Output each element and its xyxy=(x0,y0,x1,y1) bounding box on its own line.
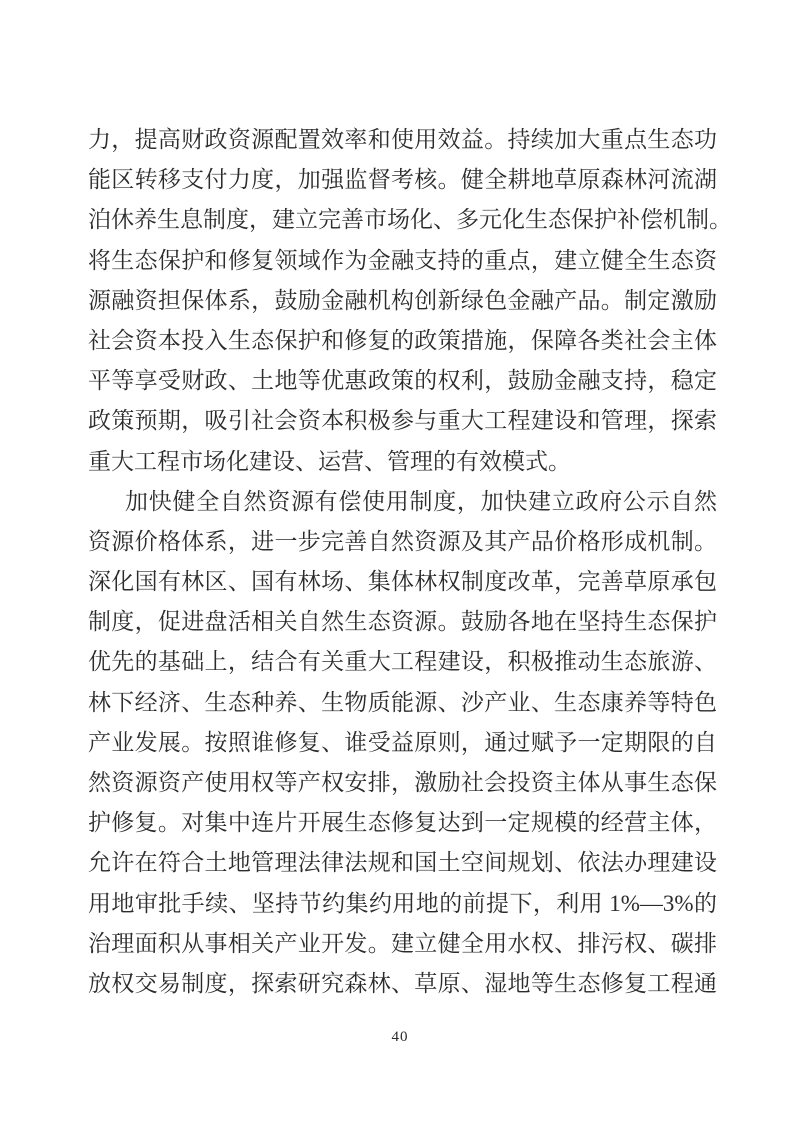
text-line: 将生态保护和修复领域作为金融支持的重点，建立健全生态资 xyxy=(88,247,717,273)
text-line: 重大工程市场化建设、运营、管理的有效模式。 xyxy=(88,448,571,474)
text-line: 力，提高财政资源配置效率和使用效益。持续加大重点生态功 xyxy=(88,127,717,152)
text-line: 源融资担保体系，鼓励金融机构创新绿色金融产品。制定激励 xyxy=(88,287,717,313)
text-line: 加快健全自然资源有偿使用制度，加快建立政府公示自然 xyxy=(125,488,717,514)
text-line: 然资源资产使用权等产权安排，激励社会投资主体从事生态保 xyxy=(88,770,717,795)
text-line: 社会资本投入生态保护和修复的政策措施，保障各类社会主体 xyxy=(88,327,717,353)
text-line: 产业发展。按照谁修复、谁受益原则，通过赋予一定期限的自 xyxy=(88,729,717,755)
text-line: 优先的基础上，结合有关重大工程建设，积极推动生态旅游、 xyxy=(88,649,717,675)
text-line: 放权交易制度，探索研究森林、草原、湿地等生态修复工程通 xyxy=(88,970,717,996)
text-line: 泊休养生息制度，建立完善市场化、多元化生态保护补偿机制。 xyxy=(88,207,732,233)
text-line: 政策预期，吸引社会资本积极参与重大工程建设和管理，探索 xyxy=(88,408,717,434)
text-line: 深化国有林区、国有林场、集体林权制度改革，完善草原承包 xyxy=(88,569,717,595)
text-line: 资源价格体系，进一步完善自然资源及其产品价格形成机制。 xyxy=(88,528,717,554)
text-line: 制度，促进盘活相关自然生态资源。鼓励各地在坚持生态保护 xyxy=(88,609,717,635)
page-footer xyxy=(0,1028,800,1046)
page-number: 40 xyxy=(391,1029,409,1045)
text-line: 能区转移支付力度，加强监督考核。健全耕地草原森林河流湖 xyxy=(88,167,717,193)
text-line: 允许在符合土地管理法律法规和国土空间规划、依法办理建设 xyxy=(88,850,717,876)
text-line: 用地审批手续、坚持节约集约用地的前提下，利用 1%—3%的 xyxy=(88,890,717,916)
text-line: 治理面积从事相关产业开发。建立健全用水权、排污权、碳排 xyxy=(88,930,717,956)
body-text xyxy=(88,120,732,1004)
text-line: 平等享受财政、土地等优惠政策的权利，鼓励金融支持，稳定 xyxy=(88,368,717,394)
text-line: 护修复。对集中连片开展生态修复达到一定规模的经营主体， xyxy=(88,810,717,836)
text-line: 林下经济、生态种养、生物质能源、沙产业、生态康养等特色 xyxy=(88,689,717,715)
